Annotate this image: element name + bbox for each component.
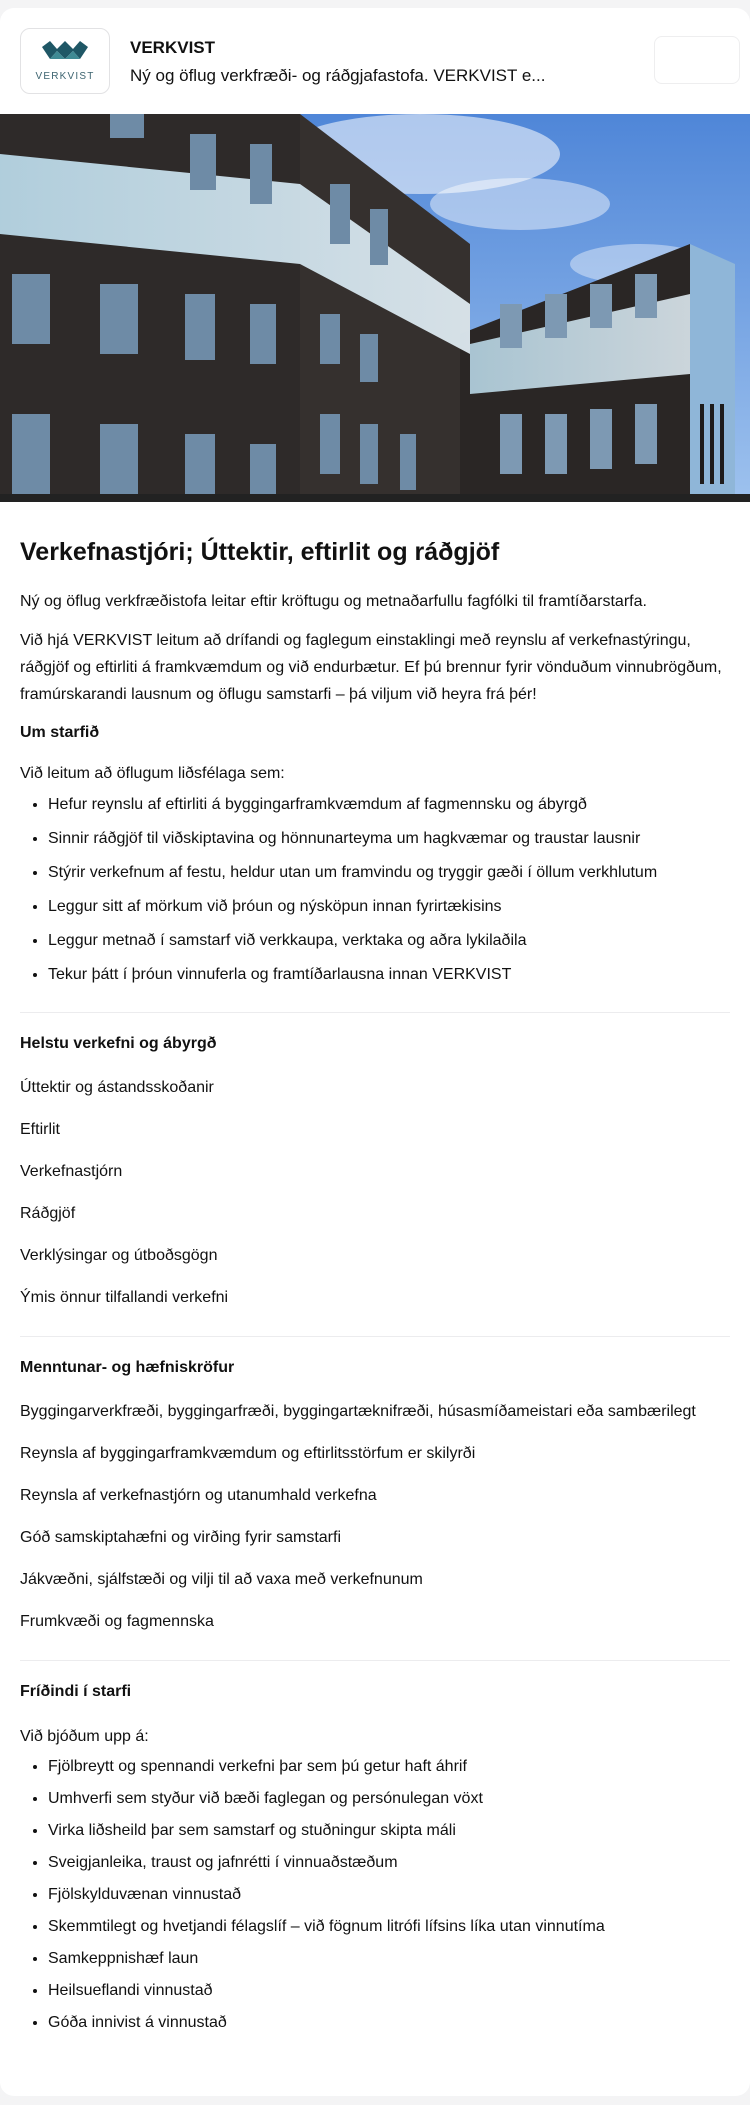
benefits-lead: Við bjóðum upp á:: [20, 1728, 149, 1745]
list-item: • Samkeppnishæf laun: [48, 1948, 730, 1970]
job-title: Verkefnastjóri; Úttektir, eftirlit og ráðgjöf: [20, 538, 500, 566]
requirement-item: Byggingarverkfræði, byggingarfræði, byggingartæknifræði, húsasmíðameistari eða sambærilegt: [20, 1403, 696, 1420]
list-item: • Stýrir verkefnum af festu, heldur utan um framvindu og tryggir gæði í öllum verkhlutum: [48, 861, 730, 884]
company-description: Ný og öflug verkfræði- og ráðgjafastofa. VERKVIST e...: [130, 66, 546, 85]
logo-wordmark: VERKVIST: [35, 71, 95, 82]
requirement-item: Reynsla af verkefnastjórn og utanumhald verkefna: [20, 1487, 377, 1504]
task-item: Ráðgjöf: [20, 1205, 76, 1222]
list-item: • Leggur sitt af mörkum við þróun og nýsköpun innan fyrirtækisins: [48, 895, 730, 918]
requirement-item: Reynsla af byggingarframkvæmdum og eftirlitsstörfum er skilyrði: [20, 1445, 476, 1462]
list-item: • Tekur þátt í þróun vinnuferla og framtíðarlausna innan VERKVIST: [48, 963, 730, 986]
company-logo[interactable]: [20, 28, 110, 94]
about-job-heading: Um starfið: [20, 724, 100, 741]
requirement-item: Jákvæðni, sjálfstæði og vilji til að vaxa með verkefnunum: [20, 1571, 423, 1588]
company-name[interactable]: VERKVIST: [130, 38, 216, 57]
list-item: • Sveigjanleika, traust og jafnrétti í vinnuaðstæðum: [48, 1852, 730, 1874]
verkvist-logo-icon: [42, 39, 88, 67]
list-item: • Sinnir ráðgjöf til viðskiptavina og hönnunarteyma um hagkvæmar og traustar lausnir: [48, 827, 730, 850]
list-item: • Virka liðsheild þar sem samstarf og stuðningur skipta máli: [48, 1820, 730, 1842]
job-card: [0, 8, 750, 2096]
requirement-item: Frumkvæði og fagmennska: [20, 1613, 214, 1630]
benefits-heading: Fríðindi í starfi: [20, 1683, 132, 1700]
about-job-lead: Við leitum að öflugum liðsfélaga sem:: [20, 765, 285, 782]
list-item: • Fjölskylduvænan vinnustað: [48, 1884, 730, 1906]
task-item: Verkefnastjórn: [20, 1163, 123, 1180]
benefits-list: [20, 1756, 730, 2034]
list-item: • Skemmtilegt og hvetjandi félagslíf – við fögnum litrófi lífsins líka utan vinnutíma: [48, 1916, 730, 1938]
task-item: Verklýsingar og útboðsgögn: [20, 1247, 218, 1264]
list-item: • Leggur metnað í samstarf við verkkaupa, verktaka og aðra lykilaðila: [48, 929, 730, 952]
hero-image: [0, 114, 750, 502]
job-content: [20, 502, 730, 2044]
requirement-item: Góð samskiptahæfni og virðing fyrir samstarfi: [20, 1529, 341, 1546]
header-action-button[interactable]: [654, 36, 740, 84]
requirements-heading: Menntunar- og hæfniskröfur: [20, 1359, 235, 1376]
divider: [20, 1012, 730, 1013]
about-job-list: [20, 793, 730, 986]
divider: [20, 1336, 730, 1337]
list-item: • Fjölbreytt og spennandi verkefni þar sem þú getur haft áhrif: [48, 1756, 730, 1778]
list-item: • Góða innivist á vinnustað: [48, 2012, 730, 2034]
list-item: • Heilsueflandi vinnustað: [48, 1980, 730, 2002]
list-item: • Umhverfi sem styður við bæði faglegan og persónulegan vöxt: [48, 1788, 730, 1810]
company-header[interactable]: [0, 8, 750, 115]
divider: [20, 1660, 730, 1661]
list-item: • Hefur reynslu af eftirliti á byggingarframkvæmdum af fagmennsku og ábyrgð: [48, 793, 730, 816]
task-item: Úttektir og ástandsskoðanir: [20, 1079, 214, 1096]
tasks-heading: Helstu verkefni og ábyrgð: [20, 1035, 217, 1052]
job-intro-detail: Við hjá VERKVIST leitum að drífandi og faglegum einstaklingi með reynslu af verkefnastýringu, ráðgjöf og eftirliti á framkvæmdum og við endurbætur. Ef þú brennur fyrir vönduðum vinnubrögðum, framúrskarandi lausnum og öflugu samstarfi – þá viljum við heyra frá þér!: [20, 632, 722, 703]
job-intro: Ný og öflug verkfræðistofa leitar eftir kröftugu og metnaðarfullu fagfólki til framtíðarstarfa.: [20, 593, 647, 610]
task-item: Eftirlit: [20, 1121, 60, 1138]
task-item: Ýmis önnur tilfallandi verkefni: [20, 1289, 229, 1306]
